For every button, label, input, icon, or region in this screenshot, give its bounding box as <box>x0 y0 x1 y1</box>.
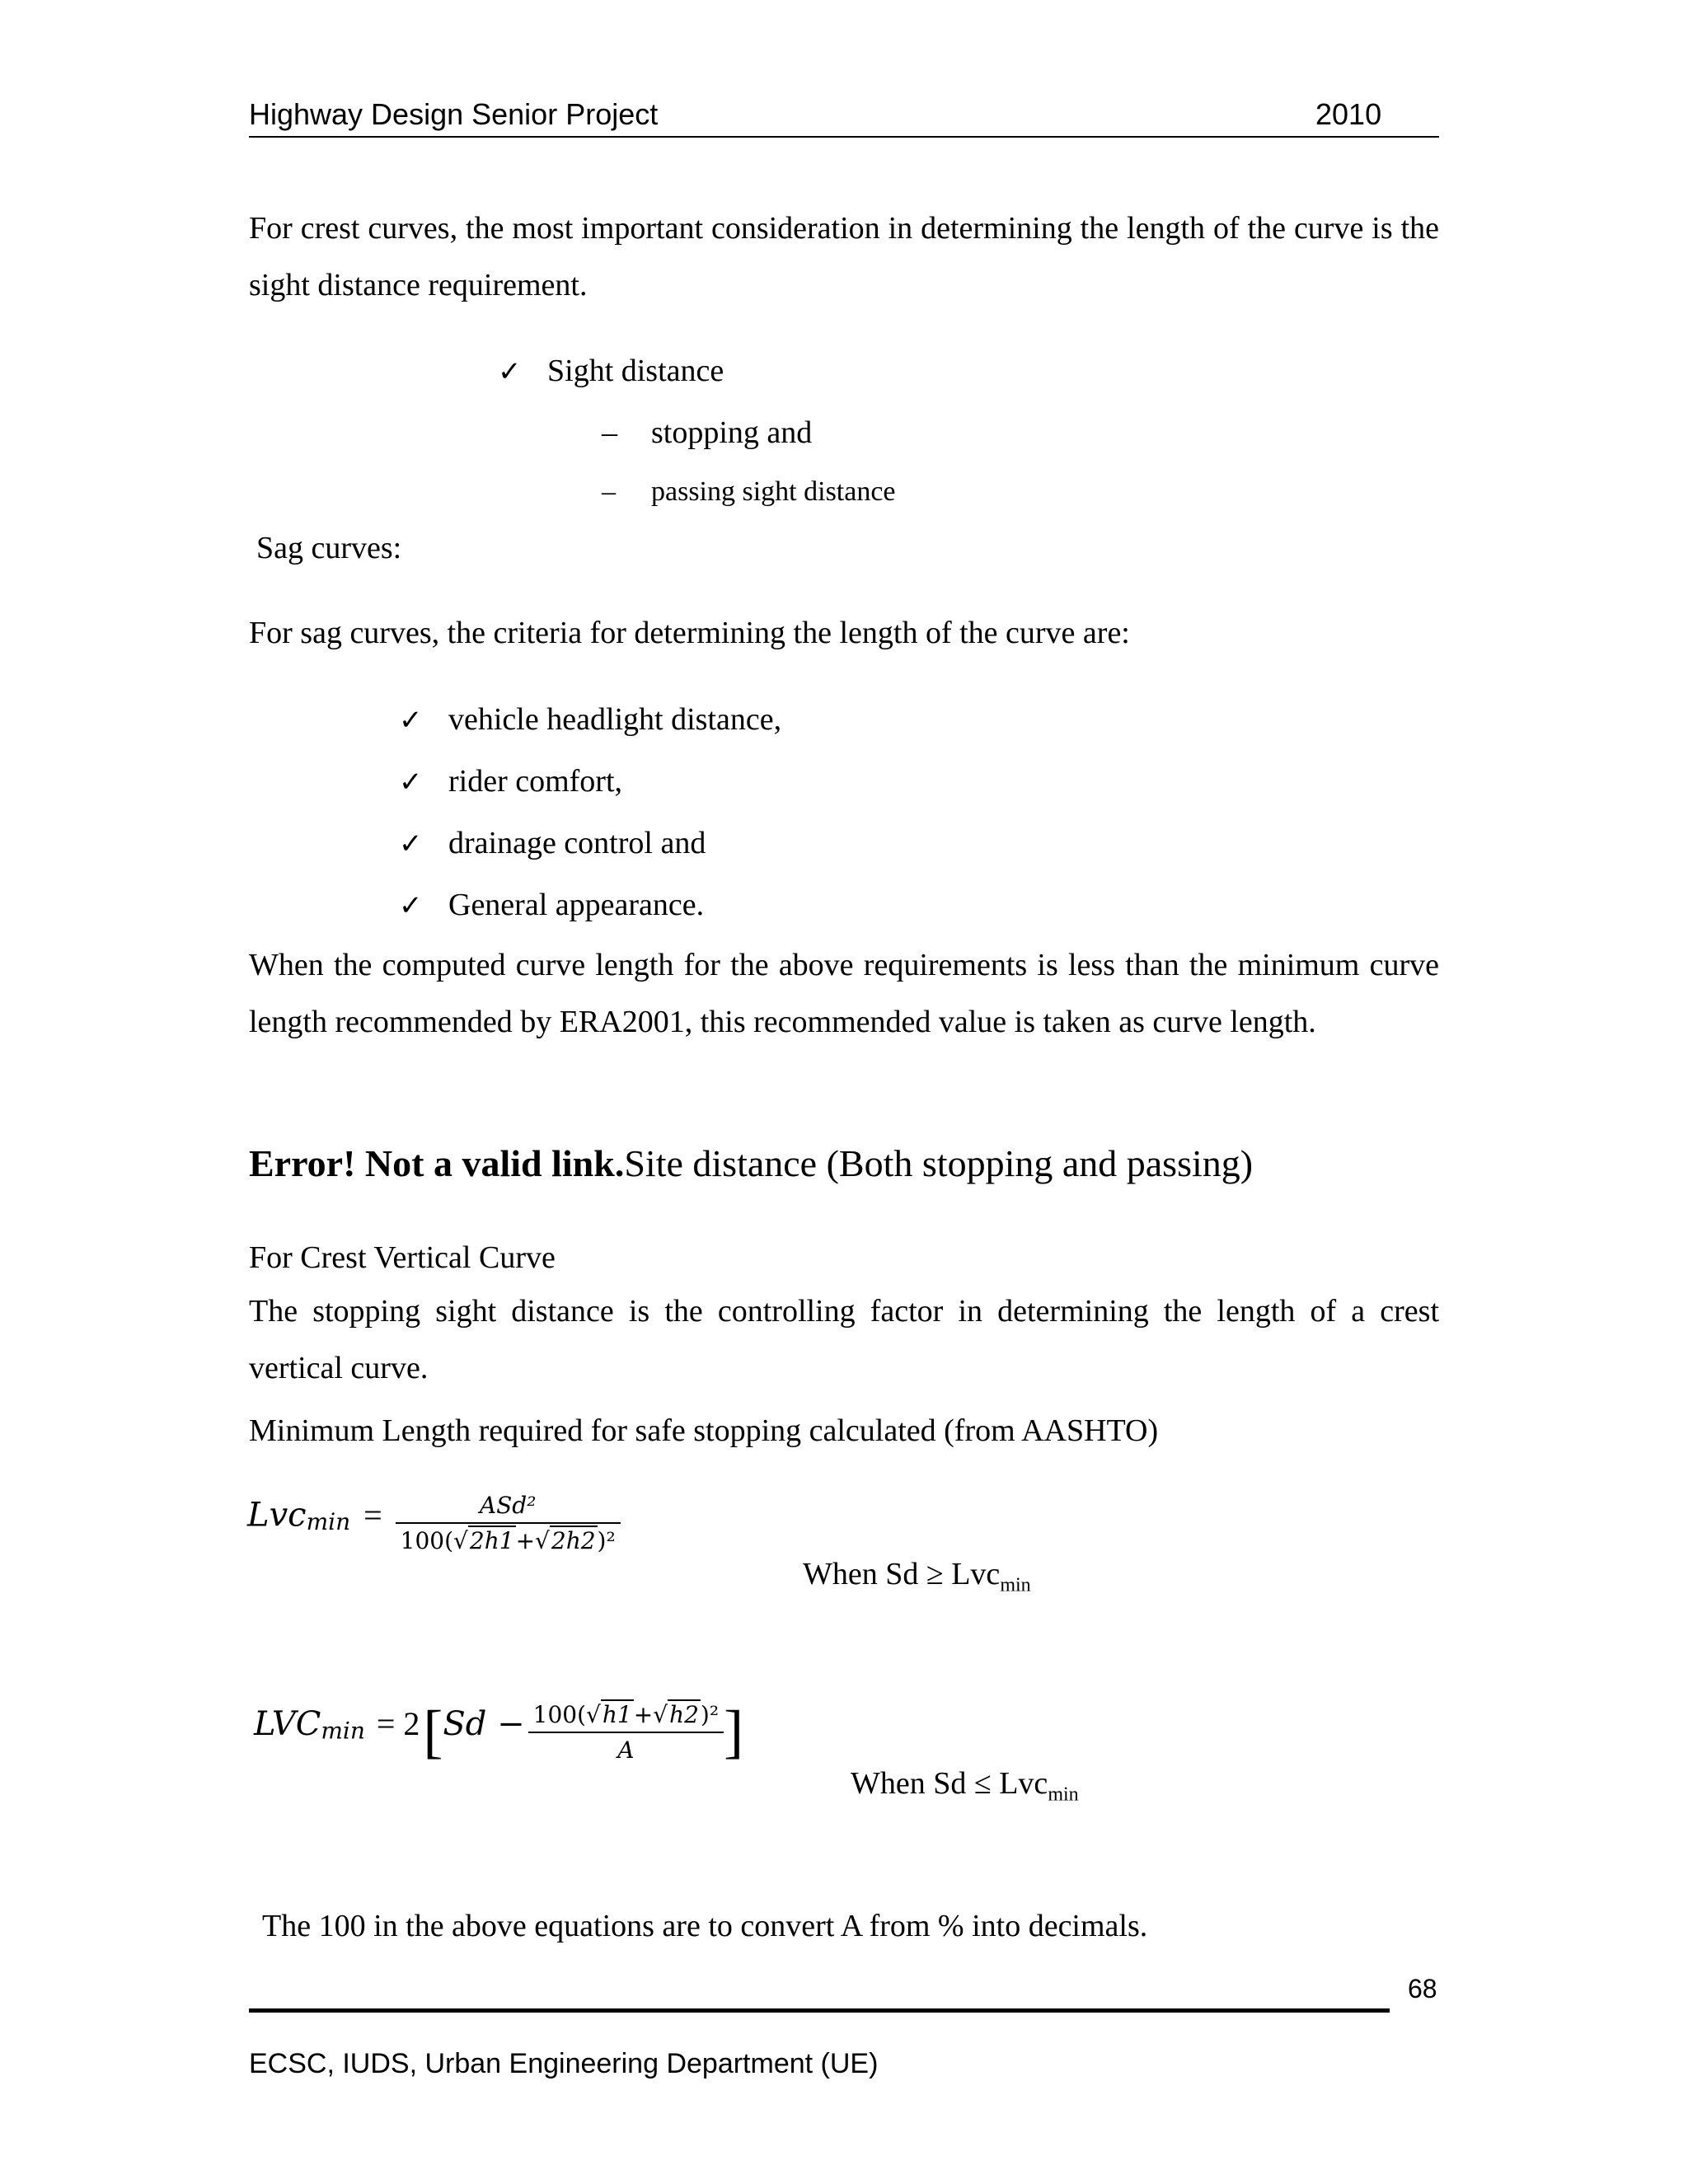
sub-item-stopping <box>602 415 812 452</box>
eq1-fraction <box>396 1492 621 1554</box>
eq1-condition: When Sd ≥ Lvc$_{min}$ <box>803 1557 1031 1596</box>
sub-item-label: passing sight distance <box>651 476 896 507</box>
eq2-inner: Sd − <box>443 1705 525 1744</box>
sub-item-passing <box>602 476 896 508</box>
eq1-numerator: ASd² <box>479 1492 537 1519</box>
eq2-fraction-bar <box>528 1732 724 1733</box>
error-link-text: Error! Not a valid link. <box>249 1142 625 1184</box>
eq2-open-bracket: [ <box>423 1699 443 1765</box>
header-rule <box>249 136 1439 138</box>
checkmark-icon: ✓ <box>399 767 423 798</box>
footer-text: ECSC, IUDS, Urban Engineering Department (UE) <box>249 2048 879 2079</box>
crest-paragraph: The stopping sight distance is the controlling factor in determining the length of a crest vertical curve. <box>249 1294 1439 1385</box>
sag-bullet-4 <box>399 887 704 925</box>
bullet-label: General appearance. <box>448 888 705 922</box>
checkmark-icon: ✓ <box>399 705 423 736</box>
dash-icon: – <box>602 476 616 507</box>
dash-icon: – <box>602 415 617 450</box>
eq1-equals: = <box>363 1496 382 1534</box>
sag-bullet-1 <box>399 701 781 739</box>
min-length-note: Minimum Length required for safe stopping calculated (from AASHTO) <box>249 1413 1159 1448</box>
crest-label: For Crest Vertical Curve <box>249 1240 556 1275</box>
equation-2 <box>254 1698 743 1766</box>
eq2-lhs: LVC <box>254 1705 321 1744</box>
sight-distance-bullet <box>498 353 724 391</box>
sag-closing-paragraph: When the computed curve length for the above requirements is less than the minimum curve length recommended by ERA2001, this recommended value is taken as curve length. <box>249 948 1439 1039</box>
equation-note: The 100 in the above equations are to convert A from % into decimals. <box>262 1909 1148 1943</box>
bullet-label: drainage control and <box>448 826 706 860</box>
checkmark-icon: ✓ <box>498 357 522 387</box>
sag-curves-label: Sag curves: <box>256 531 402 565</box>
footer-rule <box>249 2008 1390 2013</box>
checkmark-icon: ✓ <box>399 829 423 860</box>
eq2-close-bracket: ] <box>724 1699 744 1765</box>
page-number: 68 <box>1408 1974 1437 2004</box>
section-title: Site distance (Both stopping and passing) <box>624 1142 1254 1184</box>
eq1-lhs-sub: min <box>306 1507 351 1535</box>
bullet-label: vehicle headlight distance, <box>448 702 782 737</box>
intro-paragraph: For crest curves, the most important consideration in determining the length of the curve is the sight distance requirement. <box>249 211 1439 302</box>
sub-item-label: stopping and <box>651 415 813 450</box>
header-year: 2010 <box>1315 97 1382 131</box>
bullet-label: Sight distance <box>547 354 724 388</box>
eq2-lhs-sub: min <box>321 1717 365 1745</box>
eq2-condition: When Sd ≤ Lvc$_{min}$ <box>851 1766 1079 1806</box>
eq1-fraction-bar <box>396 1522 621 1524</box>
eq2-coeff: = 2 <box>376 1705 420 1743</box>
bullet-label: rider comfort, <box>448 764 623 799</box>
eq1-denominator: 100(√2h1+√2h2)² <box>400 1527 616 1554</box>
eq2-numerator: 100(√h1+√h2)² <box>532 1700 720 1728</box>
sag-bullet-3 <box>399 825 706 863</box>
sag-bullet-2 <box>399 763 622 801</box>
sag-paragraph: For sag curves, the criteria for determining the length of the curve are: <box>249 616 1130 650</box>
eq2-denominator: A <box>617 1736 635 1764</box>
header-title: Highway Design Senior Project <box>249 97 659 131</box>
eq2-fraction <box>528 1701 724 1764</box>
equation-1 <box>247 1492 621 1554</box>
eq1-lhs: Lvc <box>247 1496 307 1535</box>
checkmark-icon: ✓ <box>399 891 423 921</box>
section-heading <box>249 1141 1253 1185</box>
